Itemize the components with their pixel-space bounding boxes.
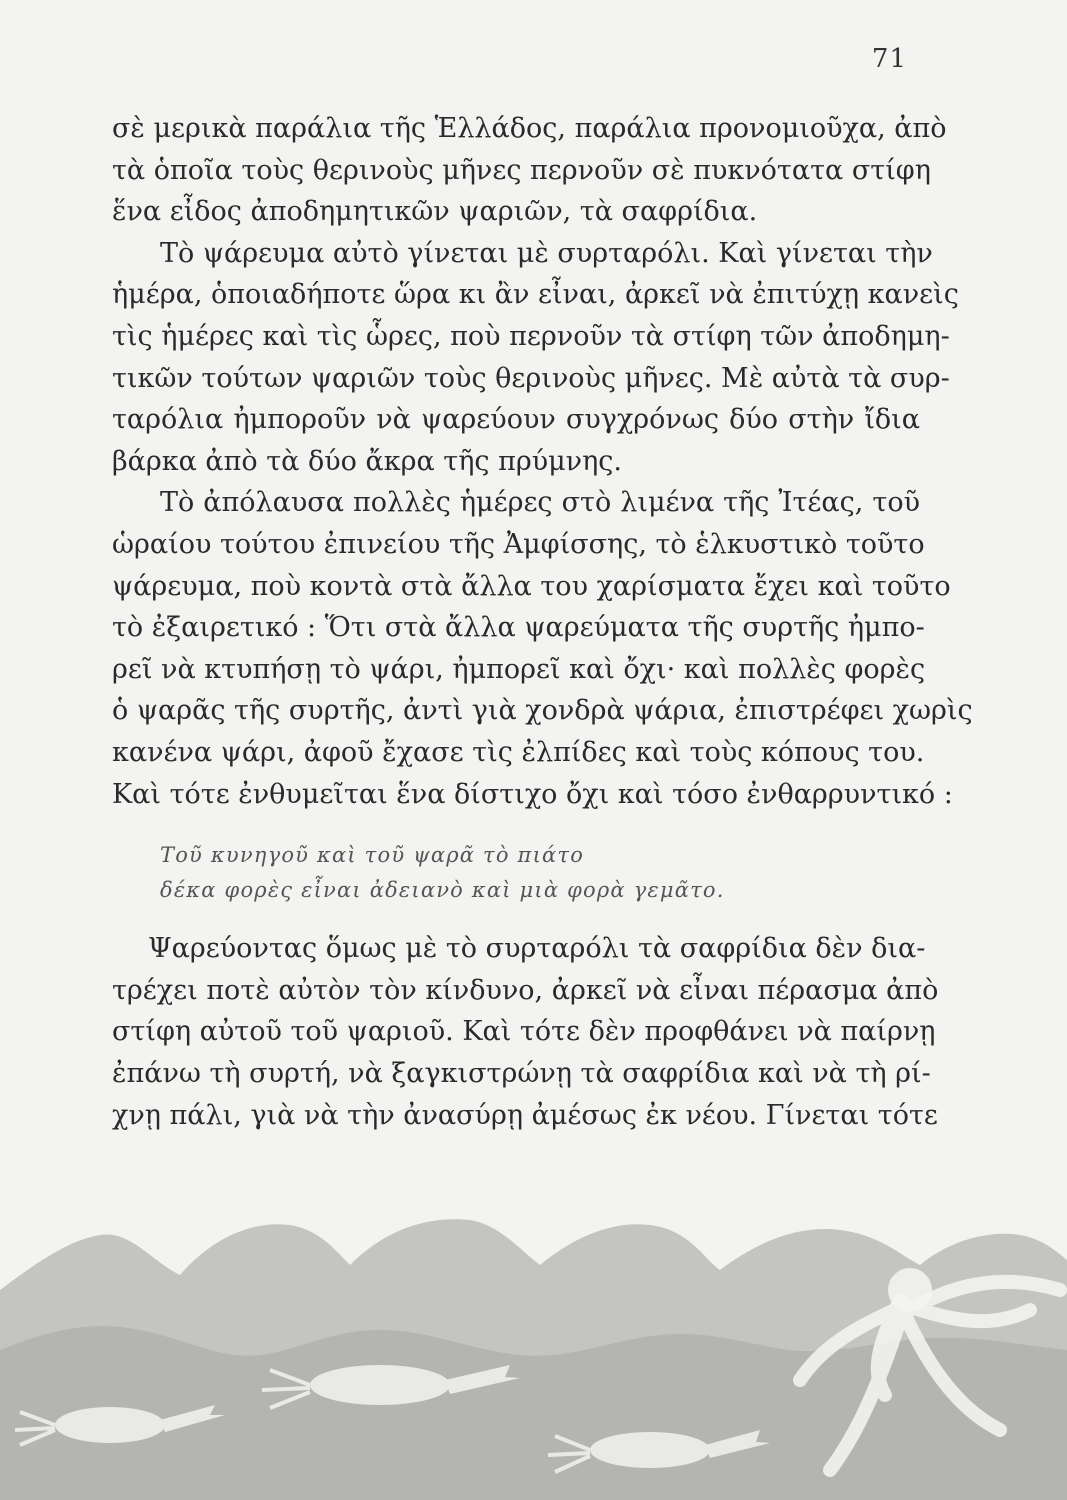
text-line: Τὸ ἀπόλαυσα πολλὲς ἡμέρες στὸ λιμένα τῆς Ἰτέας, τοῦ: [160, 487, 920, 519]
verse-line: Τοῦ κυνηγοῦ καὶ τοῦ ψαρᾶ τὸ πιάτο: [160, 843, 585, 867]
page-number: 71: [871, 44, 907, 74]
text-line: Ψαρεύοντας ὅμως μὲ τὸ συρταρόλι τὰ σαφρίδια δὲν δια-: [148, 933, 926, 964]
text-line: ρεῖ νὰ κτυπήσῃ τὸ ψάρι, ἠμπορεῖ καὶ ὄχι· καὶ πολλὲς φορὲς: [112, 653, 926, 685]
text-line: χνῃ πάλι, γιὰ νὰ τὴν ἀνασύρῃ ἀμέσως ἐκ νέου. Γίνεται τότε: [112, 1099, 938, 1131]
text-line: βάρκα ἀπὸ τὰ δύο ἄκρα τῆς πρύμνης.: [112, 445, 622, 477]
text-line: ψάρευμα, ποὺ κοντὰ στὰ ἄλλα του χαρίσματα ἔχει καὶ τοῦτο: [112, 570, 951, 602]
text-line: ταρόλια ἠμποροῦν νὰ ψαρεύουν συγχρόνως δύο στὴν ἴδια: [112, 404, 920, 436]
text-line: Καὶ τότε ἐνθυμεῖται ἕνα δίστιχο ὄχι καὶ τόσο ἐνθαρρυντικό :: [112, 778, 953, 810]
octopus-body: [888, 1268, 932, 1312]
text-line: τικῶν τούτων ψαριῶν τοὺς θερινοὺς μῆνες. Μὲ αὐτὰ τὰ συρ-: [112, 362, 950, 394]
text-line: τὸ ἐξαιρετικό : Ὅτι στὰ ἄλλα ψαρεύματα τῆς συρτῆς ἠμπο-: [112, 612, 925, 644]
text-line: ἡμέρα, ὁποιαδήποτε ὥρα κι ἂν εἶναι, ἀρκεῖ νὰ ἐπιτύχῃ κανεὶς: [112, 279, 959, 311]
text-line: ὁ ψαρᾶς τῆς συρτῆς, ἀντὶ γιὰ χονδρὰ ψάρια, ἐπιστρέφει χωρὶς: [112, 695, 973, 727]
main-text-block: [112, 108, 973, 815]
verse-couplet: [160, 838, 860, 908]
text-line: ἕνα εἶδος ἀποδημητικῶν ψαριῶν, τὰ σαφρίδια.: [112, 196, 758, 228]
verse-line: δέκα φορὲς εἶναι ἀδειανὸ καὶ μιὰ φορὰ γεμᾶτο.: [160, 878, 725, 902]
text-line: ἐπάνω τὴ συρτή, νὰ ξαγκιστρώνῃ τὰ σαφρίδια καὶ νὰ τὴ ρί-: [112, 1058, 931, 1090]
text-line: τὰ ὁποῖα τοὺς θερινοὺς μῆνες περνοῦν σὲ πυκνότατα στίφη: [112, 154, 931, 186]
text-line: στίφη αὐτοῦ τοῦ ψαριοῦ. Καὶ τότε δὲν προφθάνει νὰ παίρνῃ: [112, 1016, 936, 1048]
text-line: σὲ μερικὰ παράλια τῆς Ἑλλάδος, παράλια προνομιοῦχα, ἀπὸ: [112, 113, 947, 144]
text-line: τρέχει ποτὲ αὐτὸν τὸν κίνδυνο, ἀρκεῖ νὰ εἶναι πέρασμα ἀπὸ: [112, 974, 939, 1006]
sea-ornament-illustration: [0, 1180, 1067, 1500]
text-line: Τὸ ψάρευμα αὐτὸ γίνεται μὲ συρταρόλι. Καὶ γίνεται τὴν: [160, 237, 933, 269]
closing-paragraph: [112, 928, 939, 1137]
text-line: ὡραίου τούτου ἐπινείου τῆς Ἀμφίσσης, τὸ ἑλκυστικὸ τοῦτο: [112, 528, 925, 560]
text-line: κανένα ψάρι, ἀφοῦ ἔχασε τὶς ἐλπίδες καὶ τοὺς κόπους του.: [112, 736, 925, 768]
text-line: τὶς ἡμέρες καὶ τὶς ὧρες, ποὺ περνοῦν τὰ στίφη τῶν ἀποδημη-: [112, 320, 950, 352]
